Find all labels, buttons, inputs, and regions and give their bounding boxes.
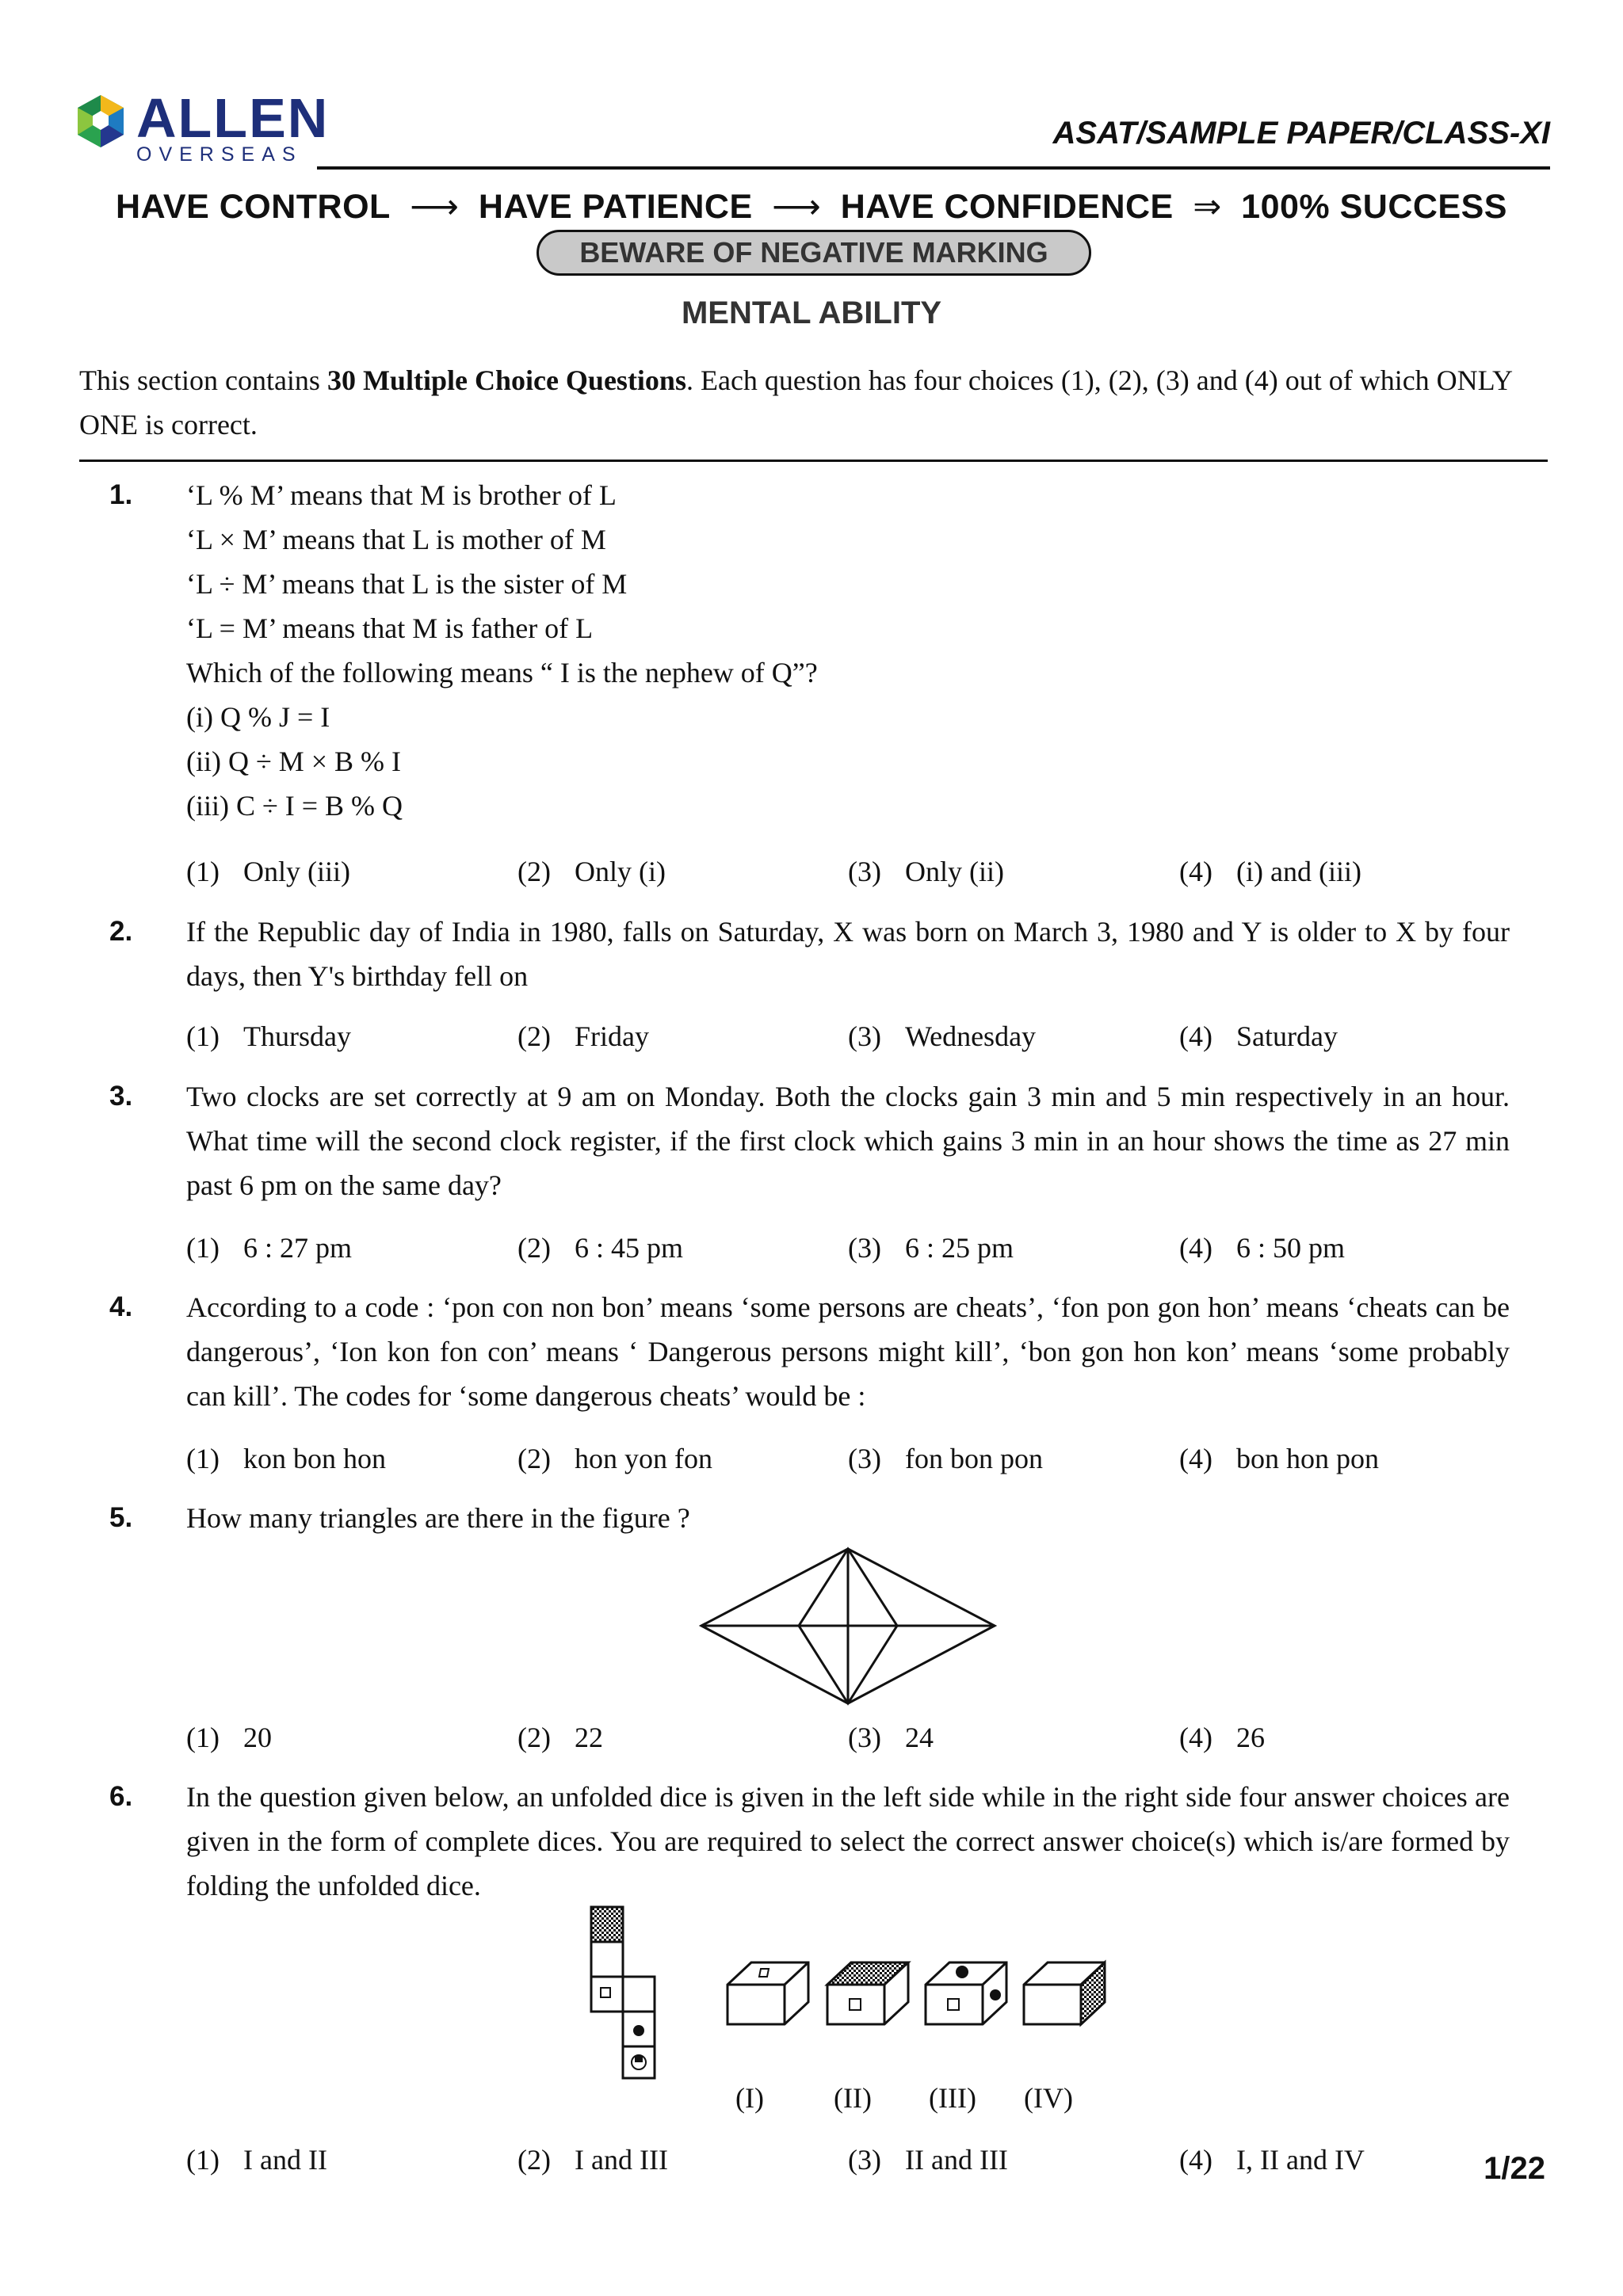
option-number: (3) — [848, 1232, 881, 1264]
answer-options — [186, 1436, 1533, 1481]
option-1[interactable] — [186, 1226, 352, 1270]
option-number: (1) — [186, 1443, 220, 1474]
section-instructions — [79, 358, 1553, 447]
option-text: kon bon hon — [243, 1443, 386, 1474]
question-line: ‘L % M’ means that M is brother of L — [186, 479, 617, 511]
option-text: 22 — [575, 1722, 603, 1753]
option-3[interactable] — [848, 849, 1004, 894]
option-number: (4) — [1179, 1020, 1212, 1052]
question-number: 2. — [109, 916, 133, 947]
answer-options — [186, 1226, 1533, 1270]
option-2[interactable] — [517, 1436, 712, 1481]
question-line: Which of the following means “ I is the nephew of Q”? — [186, 657, 818, 688]
question-text: Two clocks are set correctly at 9 am on Monday. Both the clocks gain 3 min and 5 min respectively in an hour. What time will the second clock register, if the first clock which gains 3 min in an hour shows the time as 27 min past 6 pm on the same day? — [186, 1081, 1510, 1201]
option-text: I, II and IV — [1236, 2144, 1365, 2176]
option-text: 26 — [1236, 1722, 1265, 1753]
option-2[interactable] — [517, 1715, 603, 1760]
question-number: 6. — [109, 1781, 133, 1812]
option-text: Wednesday — [905, 1020, 1037, 1052]
logo-wordmark: ALLEN — [136, 87, 330, 149]
answer-options — [186, 2138, 1533, 2182]
option-number: (3) — [848, 856, 881, 887]
option-4[interactable] — [1179, 1436, 1379, 1481]
option-number: (2) — [517, 1443, 551, 1474]
question-line: (ii) Q ÷ M × B % I — [186, 746, 402, 777]
section-rule — [79, 460, 1548, 462]
motto-part: HAVE PATIENCE — [478, 187, 753, 226]
option-text: fon bon pon — [905, 1443, 1043, 1474]
option-text: I and II — [243, 2144, 327, 2176]
question-text — [186, 473, 1510, 828]
dice-label: (I) — [735, 2082, 764, 2114]
option-1[interactable] — [186, 1715, 272, 1760]
answer-options — [186, 1014, 1533, 1058]
option-text: 24 — [905, 1722, 934, 1753]
option-4[interactable] — [1179, 1014, 1338, 1058]
option-number: (3) — [848, 2144, 881, 2176]
option-text: hon yon fon — [575, 1443, 712, 1474]
option-text: I and III — [575, 2144, 668, 2176]
question-line: (iii) C ÷ I = B % Q — [186, 790, 403, 822]
option-text: 6 : 45 pm — [575, 1232, 684, 1264]
option-number: (2) — [517, 856, 551, 887]
motto-part: HAVE CONFIDENCE — [840, 187, 1174, 226]
double-arrow-icon: ⇒ — [1193, 187, 1222, 226]
option-number: (2) — [517, 1020, 551, 1052]
negative-marking-badge: BEWARE OF NEGATIVE MARKING — [537, 230, 1091, 276]
option-number: (1) — [186, 856, 220, 887]
option-1[interactable] — [186, 2138, 327, 2182]
option-text: 20 — [243, 1722, 272, 1753]
option-number: (1) — [186, 1020, 220, 1052]
option-4[interactable] — [1179, 2138, 1365, 2182]
option-number: (2) — [517, 2144, 551, 2176]
paper-code: ASAT/SAMPLE PAPER/CLASS-XI — [1052, 116, 1550, 151]
option-text: Saturday — [1236, 1020, 1338, 1052]
option-number: (1) — [186, 1722, 220, 1753]
motto-banner — [0, 184, 1623, 227]
intro-text: This section contains — [79, 364, 327, 396]
option-text: Only (iii) — [243, 856, 350, 887]
option-text: Friday — [575, 1020, 649, 1052]
option-number: (2) — [517, 1722, 551, 1753]
triangle-count-figure — [697, 1545, 999, 1711]
option-number: (1) — [186, 1232, 220, 1264]
option-4[interactable] — [1179, 1226, 1345, 1270]
question-line: (i) Q % J = I — [186, 701, 330, 733]
option-1[interactable] — [186, 849, 350, 894]
dice-label: (IV) — [1024, 2082, 1073, 2114]
option-number: (4) — [1179, 1722, 1212, 1753]
question-line: ‘L ÷ M’ means that L is the sister of M — [186, 568, 628, 600]
option-2[interactable] — [517, 1014, 649, 1058]
option-text: 6 : 25 pm — [905, 1232, 1014, 1264]
option-4[interactable] — [1179, 849, 1361, 894]
option-number: (4) — [1179, 1443, 1212, 1474]
option-2[interactable] — [517, 2138, 668, 2182]
option-text: (i) and (iii) — [1236, 856, 1361, 887]
intro-text: . Each question has four choices (1), (2), (3) and (4) out of which ONLY ONE is correct. — [79, 364, 1512, 441]
option-3[interactable] — [848, 1436, 1043, 1481]
option-number: (2) — [517, 1232, 551, 1264]
allen-logo-hexagon-icon — [75, 93, 126, 149]
option-3[interactable] — [848, 1715, 934, 1760]
intro-bold-text: 30 Multiple Choice Questions — [327, 364, 686, 396]
question-number: 1. — [109, 479, 133, 510]
logo-subtitle: OVERSEAS — [136, 143, 303, 166]
answer-options — [186, 1715, 1533, 1760]
motto-part: HAVE CONTROL — [116, 187, 391, 226]
question-text: According to a code : ‘pon con non bon’ means ‘some persons are cheats’, ‘fon pon gon hon’ means ‘cheats can be dangerous’, ‘Ion kon fon con’ means ‘ Dangerous persons might kill’, ‘bon gon hon kon’ means ‘some probably can kill’. The codes for ‘some dangerous cheats’ would be : — [186, 1291, 1510, 1412]
dice-option-3 — [926, 1962, 1006, 2024]
unfolded-dice-net — [591, 1907, 655, 2078]
dice-label: (II) — [834, 2082, 872, 2114]
option-1[interactable] — [186, 1436, 386, 1481]
answer-options — [186, 849, 1533, 894]
option-3[interactable] — [848, 2138, 1008, 2182]
option-2[interactable] — [517, 849, 666, 894]
option-number: (3) — [848, 1722, 881, 1753]
option-number: (4) — [1179, 1232, 1212, 1264]
motto-part: 100% SUCCESS — [1241, 187, 1507, 226]
option-text: Only (i) — [575, 856, 666, 887]
question-number: 4. — [109, 1291, 133, 1322]
option-text: Only (ii) — [905, 856, 1004, 887]
long-arrow-icon: ⟶ — [410, 187, 460, 226]
option-number: (3) — [848, 1020, 881, 1052]
option-3[interactable] — [848, 1014, 1036, 1058]
option-3[interactable] — [848, 1226, 1014, 1270]
question-text: How many triangles are there in the figure ? — [186, 1502, 690, 1534]
header-rule — [317, 166, 1550, 170]
question-text: In the question given below, an unfolded dice is given in the left side while in the right side four answer choices are given in the form of complete dices. You are required to select the correct answer choice(s) which is/are formed by folding the unfolded dice. — [186, 1781, 1510, 1901]
question-number: 5. — [109, 1502, 133, 1533]
dice-figure — [585, 1905, 1108, 2080]
option-number: (1) — [186, 2144, 220, 2176]
option-4[interactable] — [1179, 1715, 1265, 1760]
option-text: 6 : 27 pm — [243, 1232, 353, 1264]
dice-option-2 — [827, 1962, 908, 2024]
option-number: (4) — [1179, 2144, 1212, 2176]
long-arrow-icon: ⟶ — [772, 187, 822, 226]
option-text: Thursday — [243, 1020, 351, 1052]
option-text: bon hon pon — [1236, 1443, 1379, 1474]
question-number: 3. — [109, 1081, 133, 1112]
option-text: II and III — [905, 2144, 1008, 2176]
question-line: ‘L × M’ means that L is mother of M — [186, 524, 606, 555]
option-2[interactable] — [517, 1226, 683, 1270]
dice-option-1 — [727, 1962, 808, 2024]
option-number: (4) — [1179, 856, 1212, 887]
option-1[interactable] — [186, 1014, 351, 1058]
option-text: 6 : 50 pm — [1236, 1232, 1346, 1264]
question-line: ‘L = M’ means that M is father of L — [186, 612, 594, 644]
dice-label: (III) — [929, 2082, 976, 2114]
option-number: (3) — [848, 1443, 881, 1474]
section-title: MENTAL ABILITY — [681, 296, 942, 330]
question-text: If the Republic day of India in 1980, falls on Saturday, X was born on March 3, 1980 and Y is older to X by four days, then Y's birthday fell on — [186, 916, 1510, 992]
dice-option-4 — [1024, 1962, 1105, 2024]
page-number: 1/22 — [1484, 2151, 1545, 2186]
